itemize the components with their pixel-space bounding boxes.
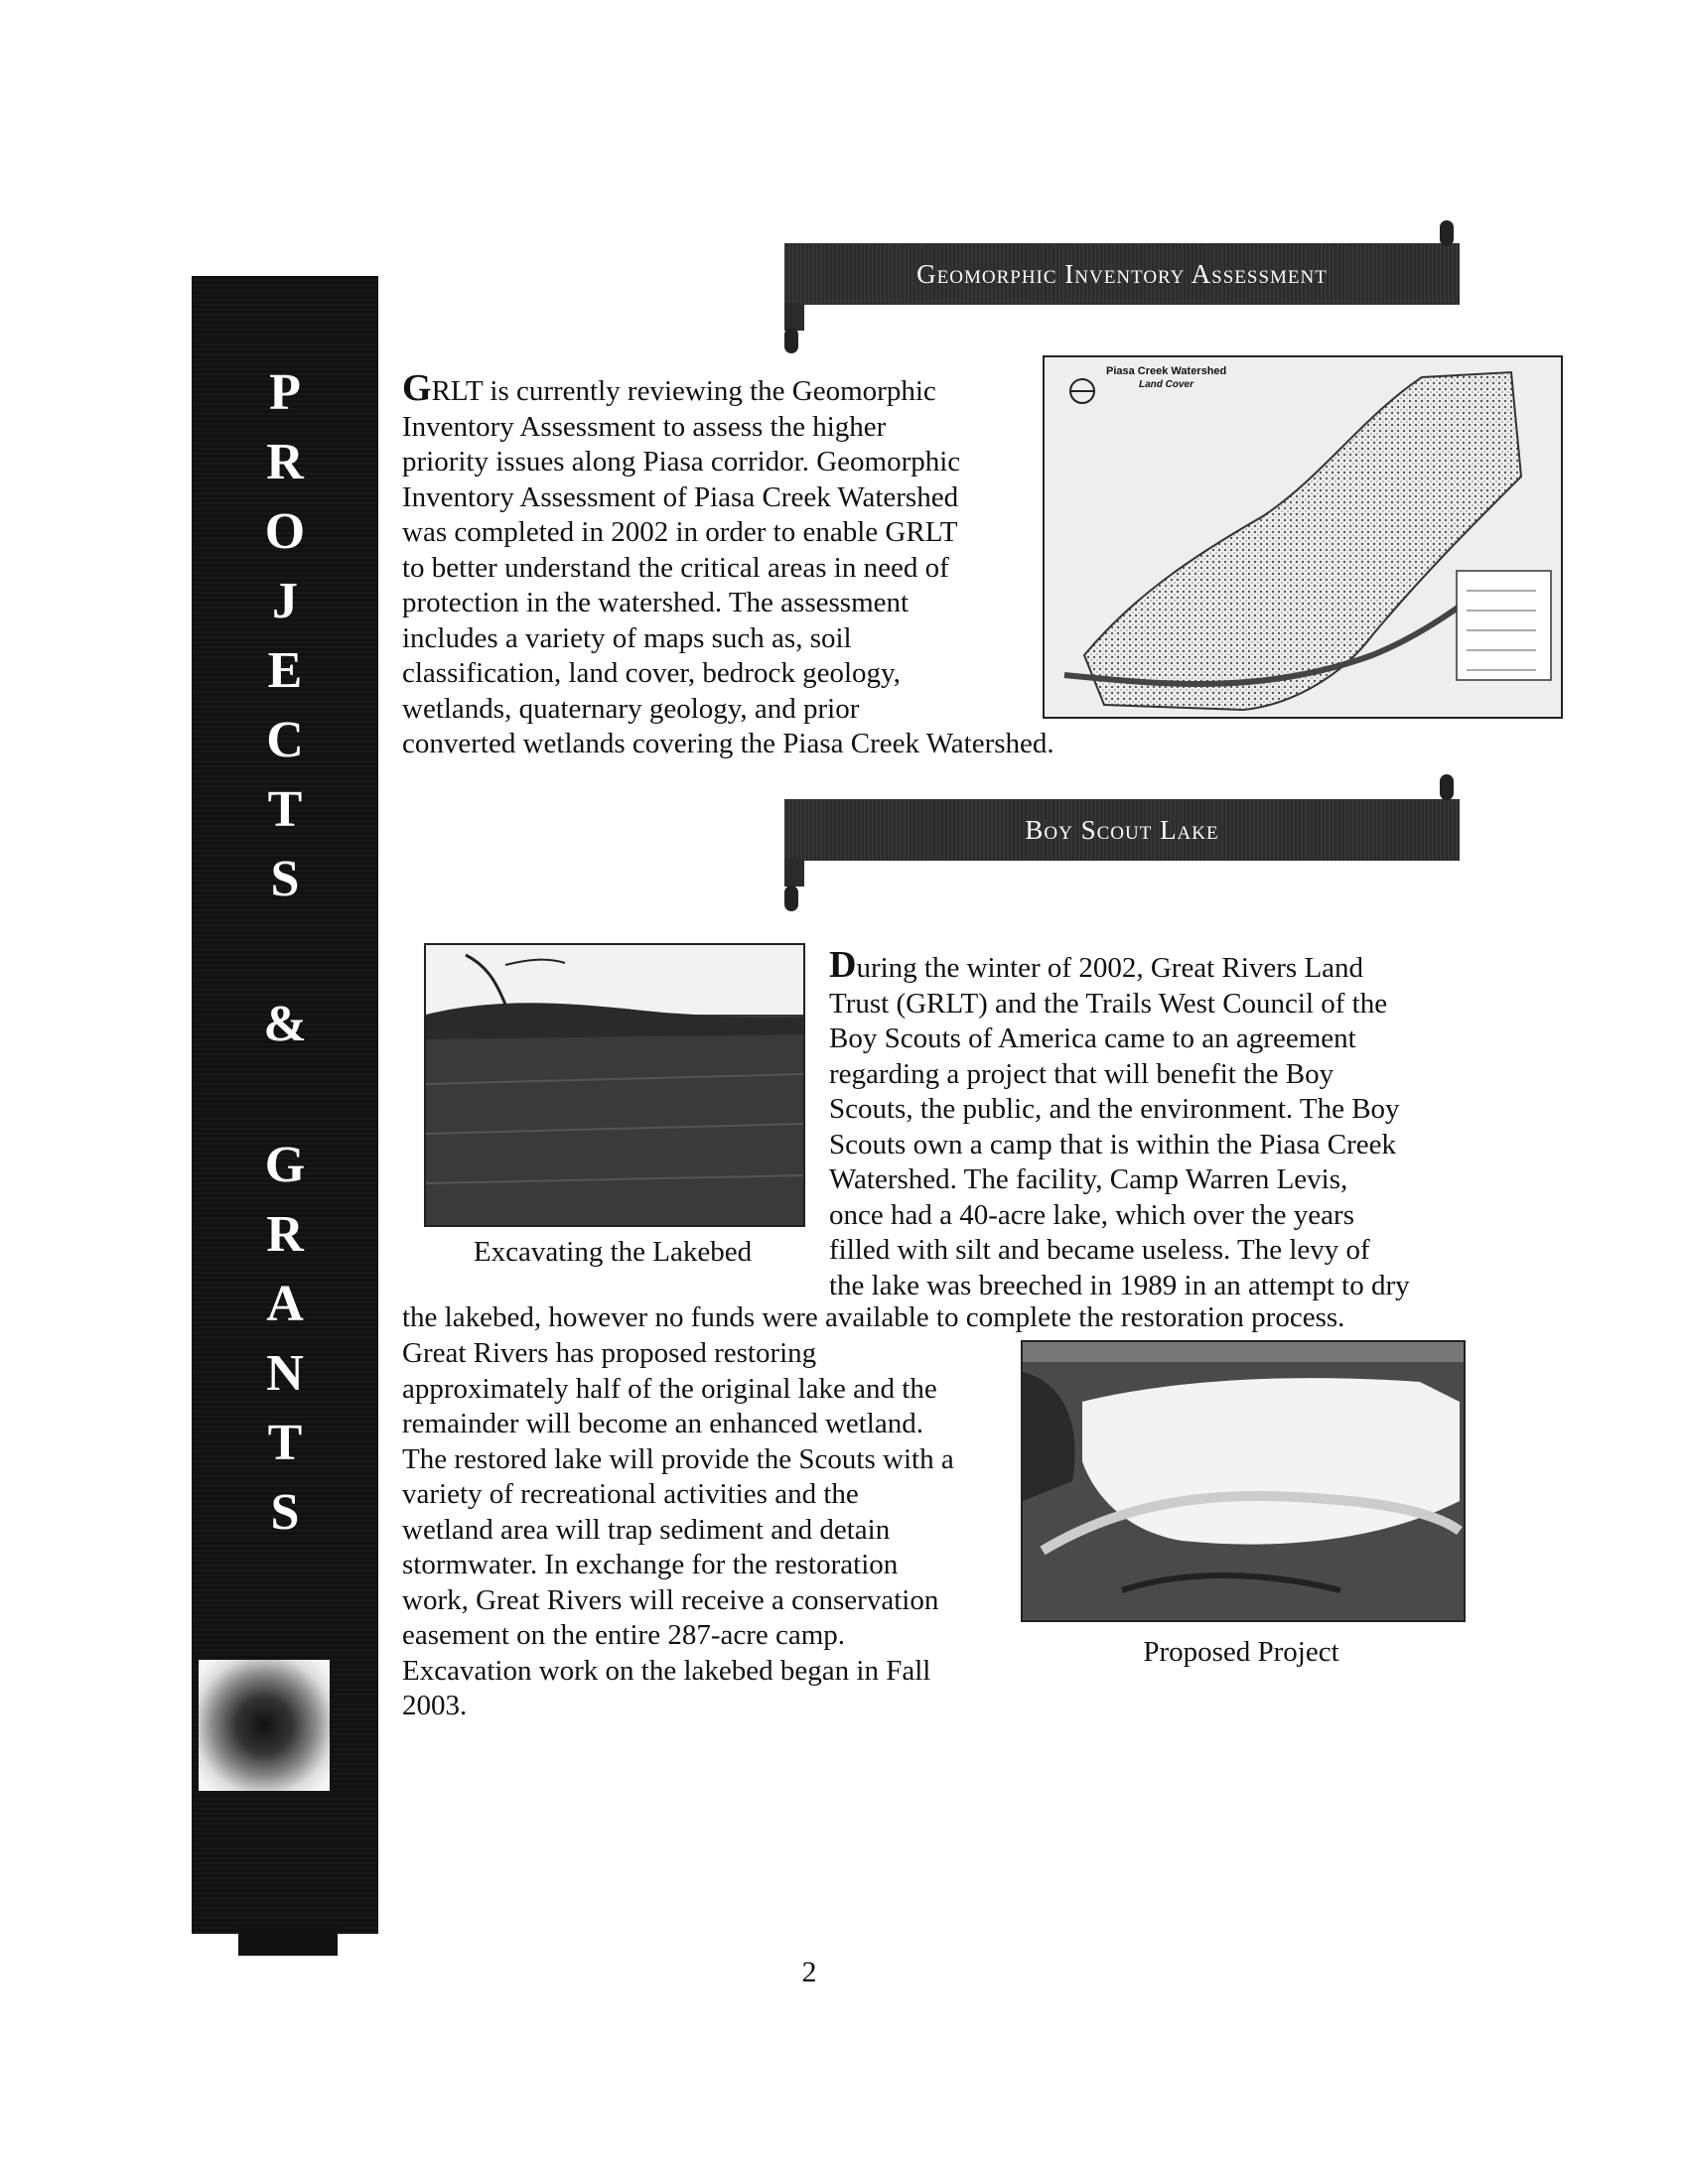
sidebar-letter: E <box>267 642 303 699</box>
text-line: classification, land cover, bedrock geology, <box>402 657 901 689</box>
boy-scout-paragraph-1 <box>829 944 1465 1303</box>
text-line: The restored lake will provide the Scouts with a <box>402 1442 954 1475</box>
text-line: Excavation work on the lakebed began in Fall <box>402 1654 931 1687</box>
text-line: wetlands, quaternary geology, and prior <box>402 692 860 725</box>
text-line: was completed in 2002 in order to enable GRLT <box>402 516 958 548</box>
text-line: Scouts own a camp that is within the Piasa Creek <box>829 1128 1397 1160</box>
proposed-project-image <box>1021 1340 1466 1622</box>
text-line: uring the winter of 2002, Great Rivers Land <box>856 952 1364 984</box>
text-line: filled with silt and became useless. The levy of <box>829 1234 1370 1266</box>
watershed-map-image <box>1043 355 1563 719</box>
text-line: variety of recreational activities and the <box>402 1478 859 1510</box>
lakebed-caption: Excavating the Lakebed <box>473 1236 753 1268</box>
dropcap: G <box>402 367 432 409</box>
sidebar-letter: A <box>266 1276 304 1332</box>
banner-scroll-knob <box>784 886 798 911</box>
page-number: 2 <box>801 1956 817 1988</box>
text-line: to better understand the critical areas in need of <box>402 551 949 584</box>
sidebar-letter: T <box>267 781 303 838</box>
lakebed-photo <box>424 943 805 1227</box>
text-line: stormwater. In exchange for the restoration <box>402 1549 899 1580</box>
text-line: remainder will become an enhanced wetland. <box>402 1408 923 1439</box>
text-line: RLT is currently reviewing the Geomorphic <box>431 375 936 407</box>
text-line: 2003. <box>402 1690 468 1721</box>
text-line: Boy Scouts of America came to an agreement <box>829 1023 1356 1054</box>
sidebar-emblem-image <box>199 1660 330 1791</box>
text-line: regarding a project that will benefit the Boy <box>829 1057 1334 1090</box>
text-line: easement on the entire 287-acre camp. <box>402 1619 846 1651</box>
sidebar-letter: C <box>266 712 304 768</box>
banner-scroll-tail <box>784 859 804 887</box>
text-line: converted wetlands covering the Piasa Creek Watershed. <box>402 728 1054 759</box>
text-line: wetland area will trap sediment and detain <box>402 1513 891 1546</box>
section-heading-boy-scout-lake: Boy Scout Lake <box>784 799 1460 861</box>
banner-scroll-tail <box>784 303 804 331</box>
banner-scroll-knob <box>784 328 798 353</box>
text-line: Inventory Assessment to assess the higher <box>402 410 887 443</box>
boy-scout-paragraph-2 <box>402 1336 1018 1724</box>
text-line-full-width: the lakebed, however no funds were available to complete the restoration process. <box>402 1301 1345 1333</box>
banner-scroll-knob <box>1440 220 1454 246</box>
proposed-project-caption: Proposed Project <box>1143 1636 1339 1668</box>
text-line: Watershed. The facility, Camp Warren Levis, <box>829 1163 1348 1195</box>
sidebar-letter: P <box>269 364 301 421</box>
text-line: Trust (GRLT) and the Trails West Council of the <box>829 987 1388 1020</box>
lakebed-photo-graphic <box>426 945 803 1225</box>
sidebar-letter: N <box>266 1345 304 1402</box>
sidebar-letter: G <box>264 1137 306 1193</box>
sidebar-tab <box>238 1926 338 1956</box>
text-line: protection in the watershed. The assessment <box>402 587 910 618</box>
banner-scroll-knob <box>1440 774 1454 800</box>
text-line: once had a 40-acre lake, which over the years <box>829 1198 1354 1231</box>
text-line: Great Rivers has proposed restoring <box>402 1337 817 1369</box>
text-line: the lake was breeched in 1989 in an attempt to dry <box>829 1269 1410 1301</box>
sidebar-letter: J <box>272 573 298 629</box>
sidebar-letter: R <box>266 434 304 490</box>
sidebar-ampersand: & <box>263 996 307 1052</box>
text-line: includes a variety of maps such as, soil <box>402 621 852 654</box>
sidebar-letter: O <box>264 503 306 560</box>
sidebar-letter: S <box>270 1484 300 1541</box>
text-line: approximately half of the original lake and the <box>402 1372 937 1405</box>
text-line: priority issues along Piasa corridor. Geomorphic <box>402 446 961 478</box>
map-title: Piasa Creek Watershed <box>1106 365 1227 377</box>
map-subtitle: Land Cover <box>1139 379 1194 390</box>
text-line: work, Great Rivers will receive a conservation <box>402 1583 939 1616</box>
text-line: Inventory Assessment of Piasa Creek Watershed <box>402 480 959 513</box>
proposed-project-graphic <box>1023 1342 1464 1620</box>
geomorphic-paragraph <box>402 367 1054 762</box>
watershed-map-graphic <box>1045 357 1561 717</box>
sidebar-letter: T <box>267 1415 303 1471</box>
dropcap: D <box>829 944 857 986</box>
text-line: Scouts, the public, and the environment. The Boy <box>829 1093 1400 1125</box>
sidebar-letter: R <box>266 1206 304 1263</box>
section-heading-geomorphic: Geomorphic Inventory Assessment <box>784 243 1460 305</box>
sidebar-letter: S <box>270 851 300 907</box>
